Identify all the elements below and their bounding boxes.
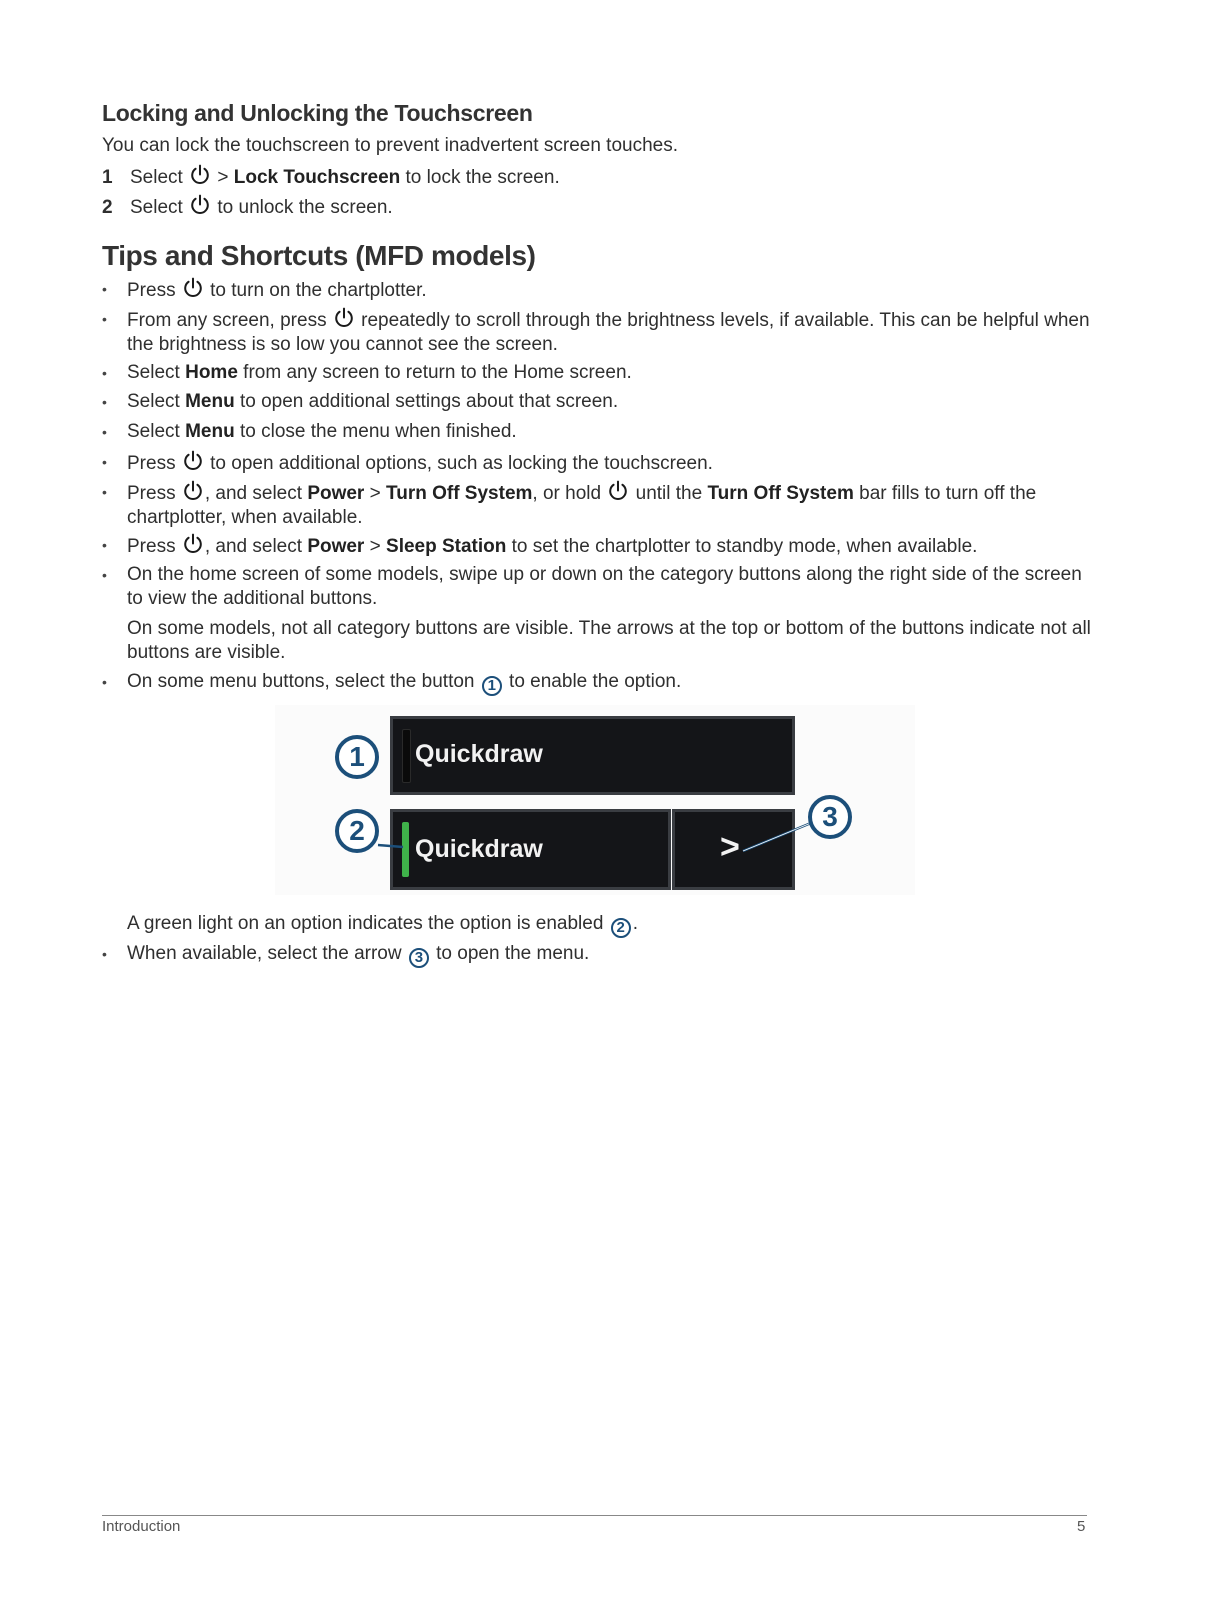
- power-icon: [333, 307, 355, 329]
- indicator-light-on: [402, 822, 409, 877]
- footer-section: Introduction: [102, 1518, 181, 1535]
- callout-2: 2: [335, 809, 379, 853]
- section-heading-locking: Locking and Unlocking the Touchscreen: [102, 100, 533, 126]
- section-heading-tips: Tips and Shortcuts (MFD models): [102, 240, 536, 271]
- power-icon: [189, 164, 211, 186]
- step-number: 1: [102, 167, 113, 188]
- button-label: Quickdraw: [415, 740, 543, 768]
- indicator-light-off: [402, 729, 411, 783]
- step-2: 2 Select to unlock the screen.: [102, 194, 393, 220]
- menu-item-lock-touchscreen: Lock Touchscreen: [233, 167, 401, 188]
- footer-divider: [102, 1515, 1087, 1516]
- quickdraw-button-enabled[interactable]: [390, 809, 671, 890]
- power-icon: [182, 450, 204, 472]
- power-icon: [182, 533, 204, 555]
- quickdraw-button-disabled[interactable]: [390, 716, 795, 795]
- menu-arrow-button[interactable]: [672, 809, 795, 890]
- power-icon: [189, 194, 211, 216]
- callout-1: 1: [335, 735, 379, 779]
- quickdraw-button-figure: [275, 705, 915, 895]
- chevron-right-icon: >: [720, 828, 740, 866]
- callout-3-icon: 3: [409, 948, 429, 968]
- page-number: 5: [1077, 1518, 1086, 1535]
- callout-2-icon: 2: [611, 918, 631, 938]
- callout-1-icon: 1: [482, 676, 502, 696]
- power-icon: [182, 480, 204, 502]
- callout-3: 3: [808, 795, 852, 839]
- intro-text: You can lock the touchscreen to prevent inadvertent screen touches.: [102, 135, 678, 156]
- step-number: 2: [102, 197, 113, 218]
- button-label: Quickdraw: [415, 835, 543, 863]
- power-icon: [607, 480, 629, 502]
- step-1: 1 Select > Lock Touchscreen to lock the screen.: [102, 164, 560, 190]
- power-icon: [182, 277, 204, 299]
